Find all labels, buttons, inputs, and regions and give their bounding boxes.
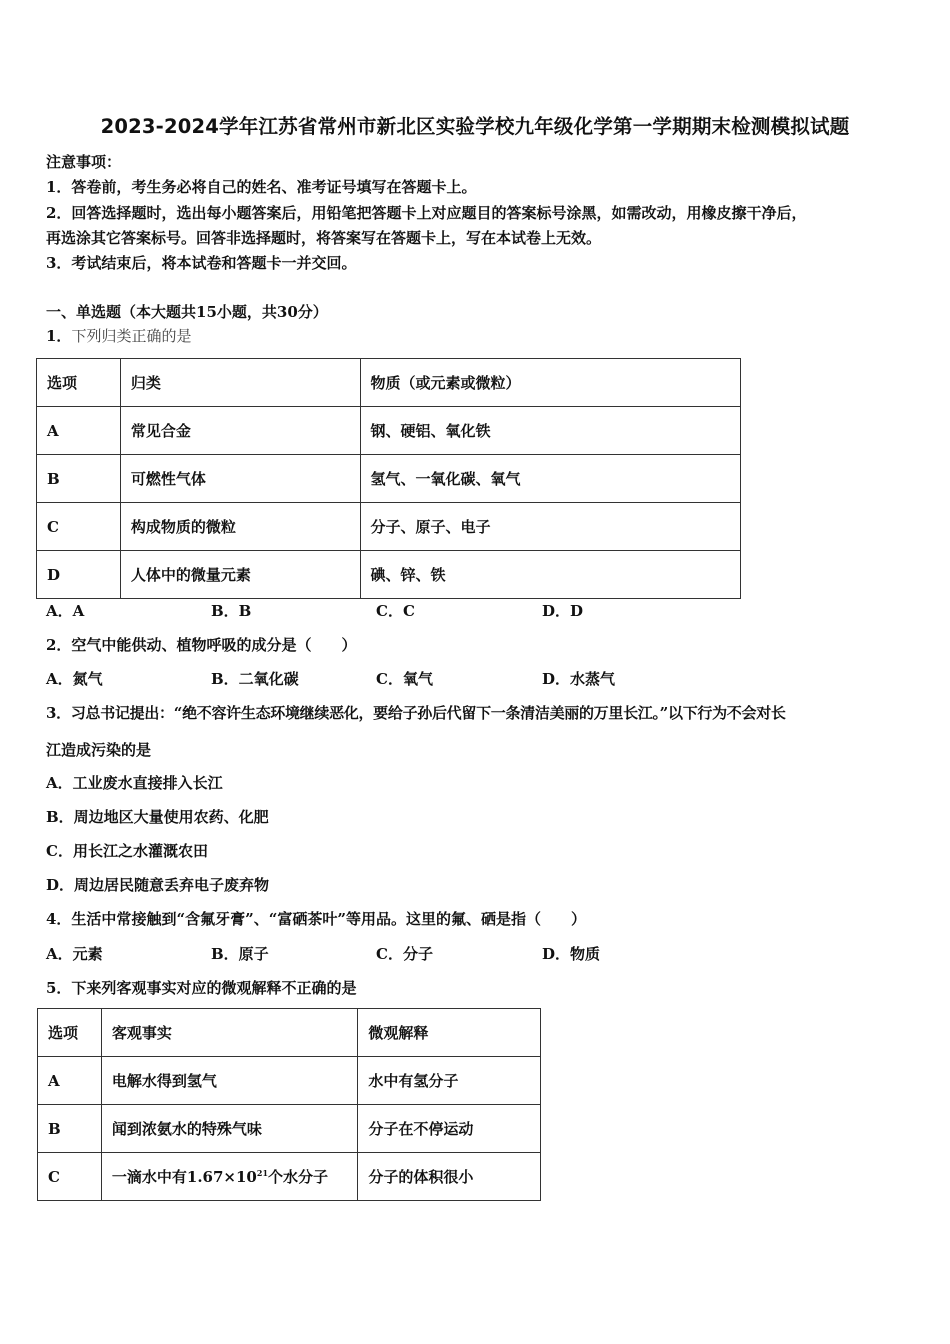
notice-item: 再选涂其它答案标号。回答非选择题时，将答案写在答题卡上，写在本试卷上无效。 bbox=[46, 229, 602, 247]
table-cell: 分子、原子、电子 bbox=[360, 503, 740, 551]
fact-exponent: 21 bbox=[256, 1168, 269, 1178]
table-row bbox=[38, 1105, 541, 1153]
fact-text-suffix: 个水分子 bbox=[268, 1168, 329, 1186]
table-row bbox=[37, 455, 741, 503]
notice-item: 2．回答选择题时，选出每小题答案后，用铅笔把答题卡上对应题目的答案标号涂黑，如需改动，用橡皮擦干净后， bbox=[46, 204, 807, 222]
table-cell: A bbox=[38, 1057, 102, 1105]
question-1-stem bbox=[46, 325, 191, 346]
table-header-row bbox=[37, 359, 741, 407]
table-header-cell: 选项 bbox=[37, 359, 121, 407]
question-3-stem-continued: 江造成污染的是 bbox=[46, 741, 152, 759]
question-3-option-b: B．周边地区大量使用农药、化肥 bbox=[46, 808, 269, 826]
section-heading: 一、单选题（本大题共15小题，共30分） bbox=[46, 303, 328, 321]
table-row bbox=[38, 1153, 541, 1201]
question-3-option-c: C．用长江之水灌溉农田 bbox=[46, 842, 208, 860]
table-cell: C bbox=[37, 503, 121, 551]
table-header-cell: 微观解释 bbox=[358, 1009, 541, 1057]
question-1-option-a: A．A bbox=[46, 602, 85, 620]
table-row bbox=[37, 407, 741, 455]
question-1-option-d: D．D bbox=[542, 602, 584, 620]
question-5-stem: 5．下来列客观事实对应的微观解释不正确的是 bbox=[46, 979, 357, 997]
question-4-option-d: D．物质 bbox=[542, 945, 601, 963]
table-cell: B bbox=[38, 1105, 102, 1153]
question-2-option-d: D．水蒸气 bbox=[542, 670, 616, 688]
table-cell: B bbox=[37, 455, 121, 503]
question-4-option-b: B．原子 bbox=[211, 945, 269, 963]
question-1-text: 下列归类正确的是 bbox=[71, 327, 192, 345]
table-header-cell: 客观事实 bbox=[101, 1009, 358, 1057]
table-cell: 碘、锌、铁 bbox=[360, 551, 740, 599]
notice-heading: 注意事项： bbox=[46, 153, 122, 171]
table-row bbox=[37, 551, 741, 599]
table-cell: 可燃性气体 bbox=[120, 455, 360, 503]
table-cell bbox=[101, 1153, 358, 1201]
question-3-option-a: A．工业废水直接排入长江 bbox=[46, 774, 223, 792]
question-4-stem: 4．生活中常接触到“含氟牙膏”、“富硒茶叶”等用品。这里的氟、硒是指（ ） bbox=[46, 910, 586, 928]
table-row bbox=[38, 1057, 541, 1105]
table-cell: 分子在不停运动 bbox=[358, 1105, 541, 1153]
notice-item: 1．答卷前，考生务必将自己的姓名、准考证号填写在答题卡上。 bbox=[46, 178, 477, 196]
question-4-option-c: C．分子 bbox=[376, 945, 433, 963]
fact-text: 一滴水中有1.67×10 bbox=[111, 1168, 257, 1186]
question-2-stem: 2．空气中能供动、植物呼吸的成分是（ ） bbox=[46, 636, 357, 654]
table-cell: A bbox=[37, 407, 121, 455]
table-header-cell: 选项 bbox=[38, 1009, 102, 1057]
table-header-cell: 归类 bbox=[120, 359, 360, 407]
table-cell: 闻到浓氨水的特殊气味 bbox=[101, 1105, 358, 1153]
table-cell: C bbox=[38, 1153, 102, 1201]
question-3-option-d: D．周边居民随意丢弃电子废弃物 bbox=[46, 876, 270, 894]
table-header-row bbox=[38, 1009, 541, 1057]
table-row bbox=[37, 503, 741, 551]
question-2-option-b: B．二氧化碳 bbox=[211, 670, 299, 688]
question-3-stem: 3．习总书记提出：“绝不容许生态环境继续恶化，要给子孙后代留下一条清洁美丽的万里长江。”以下行为不会对长 bbox=[46, 704, 786, 722]
table-cell: 常见合金 bbox=[120, 407, 360, 455]
question-1-option-c: C．C bbox=[376, 602, 415, 620]
question-2-option-c: C．氧气 bbox=[376, 670, 433, 688]
table-cell: 氢气、一氧化碳、氧气 bbox=[360, 455, 740, 503]
notice-item: 3．考试结束后，将本试卷和答题卡一并交回。 bbox=[46, 254, 357, 272]
table-cell: 电解水得到氢气 bbox=[101, 1057, 358, 1105]
table-cell: 构成物质的微粒 bbox=[120, 503, 360, 551]
table-cell: 钢、硬铝、氧化铁 bbox=[360, 407, 740, 455]
table-header-cell: 物质（或元素或微粒） bbox=[360, 359, 740, 407]
table-cell: D bbox=[37, 551, 121, 599]
question-1-option-b: B．B bbox=[211, 602, 252, 620]
table-cell: 人体中的微量元素 bbox=[120, 551, 360, 599]
table-cell: 水中有氢分子 bbox=[358, 1057, 541, 1105]
table-cell: 分子的体积很小 bbox=[358, 1153, 541, 1201]
question-4-option-a: A．元素 bbox=[46, 945, 103, 963]
page-title: 2023-2024学年江苏省常州市新北区实验学校九年级化学第一学期期末检测模拟试题 bbox=[100, 115, 850, 138]
question-1-number: 1． bbox=[46, 327, 72, 345]
question-5-table bbox=[37, 1008, 541, 1201]
question-1-table bbox=[36, 358, 741, 599]
question-2-option-a: A．氮气 bbox=[46, 670, 103, 688]
